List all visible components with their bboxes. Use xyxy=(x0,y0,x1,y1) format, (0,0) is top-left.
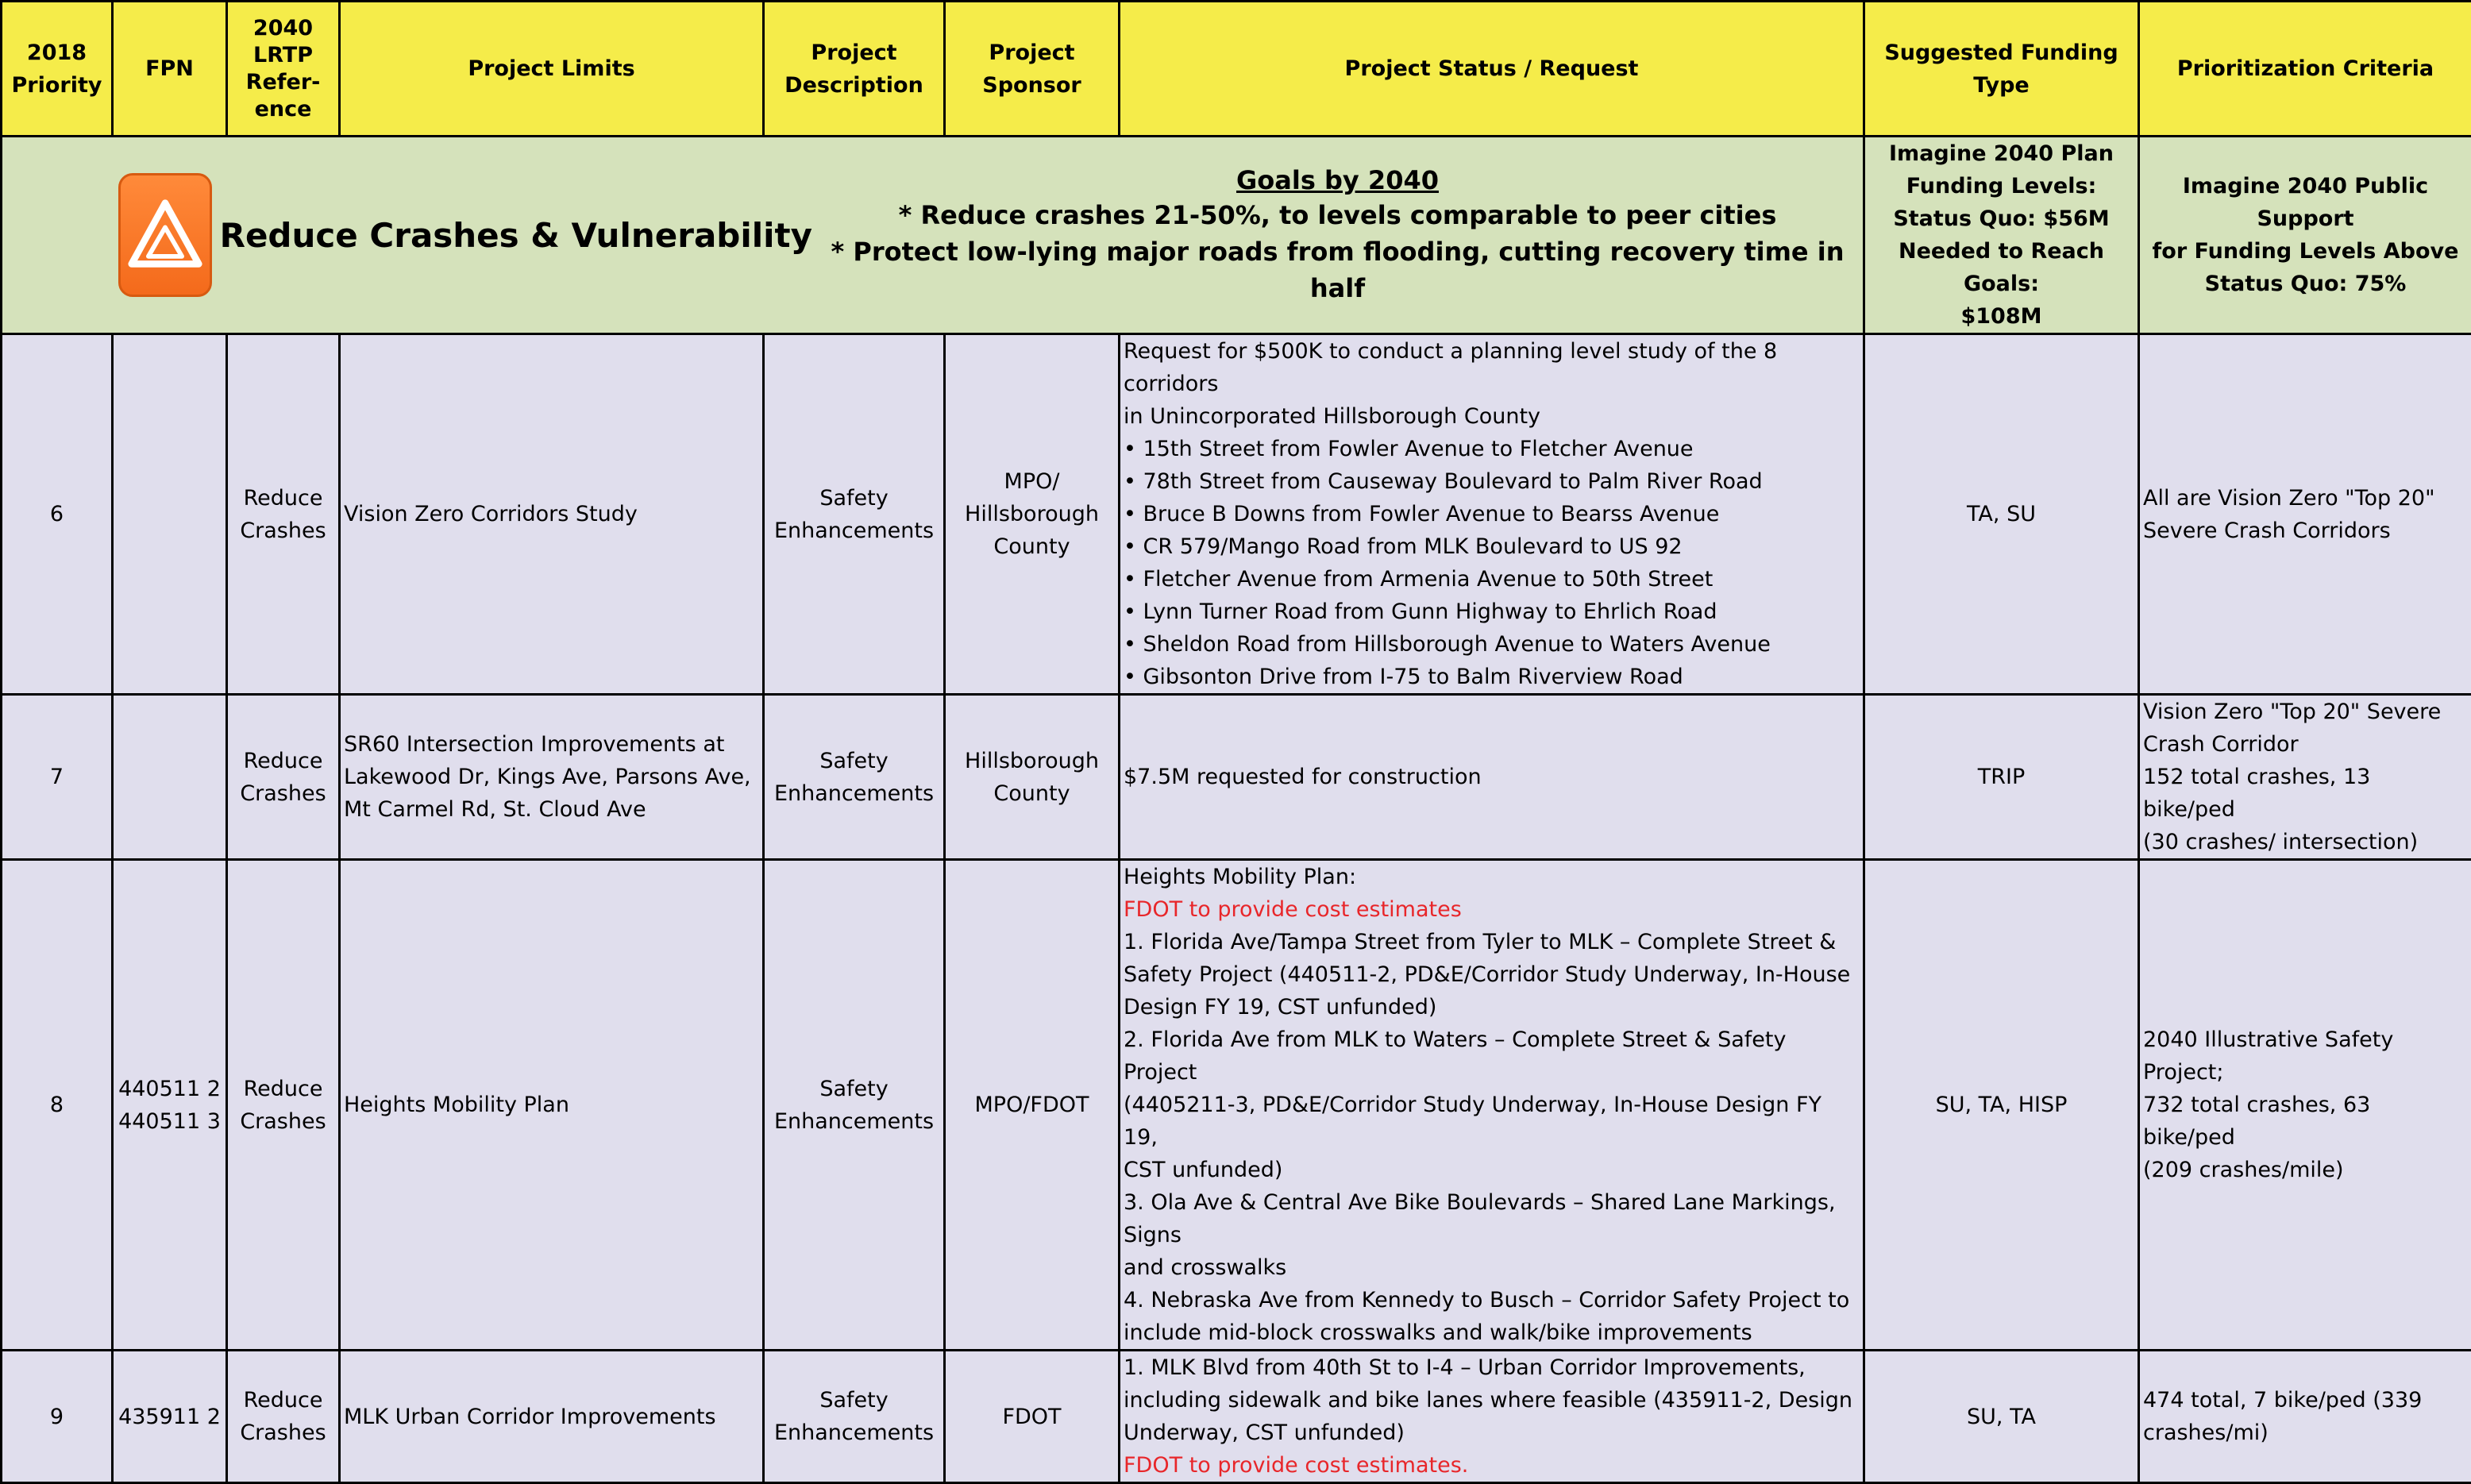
header-criteria: Prioritization Criteria xyxy=(2139,2,2471,137)
goal-support-line: for Funding Levels Above xyxy=(2143,235,2468,268)
limits-cell: SR60 Intersection Improvements at Lakewood Dr, Kings Ave, Parsons Ave, Mt Carmel Rd, St. Cloud Ave xyxy=(340,695,764,860)
sponsor-cell: Hillsborough County xyxy=(945,695,1120,860)
status-cell: $7.5M requested for construction xyxy=(1120,695,1864,860)
goal-funding-line: $108M xyxy=(1868,300,2134,333)
sponsor-cell: FDOT xyxy=(945,1351,1120,1483)
status-cell: Request for $500K to conduct a planning level study of the 8 corridors in Unincorporated Hillsborough County • 15th Street from Fowler Avenue to Fletcher Avenue • 78th Street from Causeway Boulevard to Palm River Road • Bruce B Downs from Fowler Avenue to Bearss Avenue • CR 579/Mango Road from MLK Boulevard to US 92 • Fletcher Avenue from Armenia Avenue to 50th Street • Lynn Turner Road from Gunn Highway to Ehrlich Road • Sheldon Road from Hillsborough Avenue to Waters Avenue • Gibsonton Drive from I-75 to Balm Riverview Road xyxy=(1120,334,1864,695)
goal-funding-levels xyxy=(1864,137,2139,334)
fpn-cell: 435911 2 xyxy=(113,1351,227,1483)
funding-cell: TA, SU xyxy=(1864,334,2139,695)
lrtp-cell: Reduce Crashes xyxy=(227,860,340,1351)
description-cell: Safety Enhancements xyxy=(764,695,945,860)
sponsor-cell: MPO/FDOT xyxy=(945,860,1120,1351)
goal-line-2: * Protect low-lying major roads from flooding, cutting recovery time in half xyxy=(812,233,1863,306)
header-limits: Project Limits xyxy=(340,2,764,137)
fpn-cell: 440511 2 440511 3 xyxy=(113,860,227,1351)
header-priority: 2018 Priority xyxy=(2,2,113,137)
description-cell: Safety Enhancements xyxy=(764,334,945,695)
status-note-red: FDOT to provide cost estimates. xyxy=(1124,1449,1860,1482)
goal-row xyxy=(2,137,2471,334)
table-row xyxy=(2,1351,2471,1483)
goal-heading: Reduce Crashes & Vulnerability xyxy=(220,219,812,252)
status-intro: Heights Mobility Plan: xyxy=(1124,861,1860,893)
lrtp-cell: Reduce Crashes xyxy=(227,695,340,860)
goal-funding-line: Funding Levels: xyxy=(1868,170,2134,202)
limits-cell: MLK Urban Corridor Improvements xyxy=(340,1351,764,1483)
description-cell: Safety Enhancements xyxy=(764,1351,945,1483)
criteria-cell: All are Vision Zero "Top 20" Severe Crash Corridors xyxy=(2139,334,2471,695)
goal-support-line: Imagine 2040 Public Support xyxy=(2143,170,2468,235)
lrtp-cell: Reduce Crashes xyxy=(227,1351,340,1483)
priority-cell: 8 xyxy=(2,860,113,1351)
goal-public-support xyxy=(2139,137,2471,334)
table-row xyxy=(2,860,2471,1351)
funding-cell: SU, TA, HISP xyxy=(1864,860,2139,1351)
criteria-cell: Vision Zero "Top 20" Severe Crash Corridor 152 total crashes, 13 bike/ped (30 crashes/ intersection) xyxy=(2139,695,2471,860)
funding-cell: SU, TA xyxy=(1864,1351,2139,1483)
criteria-cell: 2040 Illustrative Safety Project; 732 total crashes, 63 bike/ped (209 crashes/mile) xyxy=(2139,860,2471,1351)
status-note-red: FDOT to provide cost estimates xyxy=(1124,893,1860,926)
criteria-cell: 474 total, 7 bike/ped (339 crashes/mi) xyxy=(2139,1351,2471,1483)
table-row xyxy=(2,695,2471,860)
goal-funding-line: Needed to Reach Goals: xyxy=(1868,235,2134,300)
priority-cell: 9 xyxy=(2,1351,113,1483)
goal-funding-line: Status Quo: $56M xyxy=(1868,202,2134,235)
goal-funding-line: Imagine 2040 Plan xyxy=(1868,137,2134,170)
priority-cell: 7 xyxy=(2,695,113,860)
header-description: Project Description xyxy=(764,2,945,137)
goal-line-1: * Reduce crashes 21-50%, to levels comparable to peer cities xyxy=(812,197,1863,233)
priority-cell: 6 xyxy=(2,334,113,695)
header-lrtp: 2040 LRTP Refer-ence xyxy=(227,2,340,137)
limits-cell: Vision Zero Corridors Study xyxy=(340,334,764,695)
status-last-line: Underway, CST unfunded) xyxy=(1124,1417,1860,1449)
table-row xyxy=(2,334,2471,695)
header-row xyxy=(2,2,2471,137)
goal-support-line: Status Quo: 75% xyxy=(2143,268,2468,300)
sponsor-cell: MPO/ Hillsborough County xyxy=(945,334,1120,695)
description-cell: Safety Enhancements xyxy=(764,860,945,1351)
fpn-cell xyxy=(113,334,227,695)
header-sponsor: Project Sponsor xyxy=(945,2,1120,137)
header-status: Project Status / Request xyxy=(1120,2,1864,137)
header-funding: Suggested Funding Type xyxy=(1864,2,2139,137)
status-cell: Heights Mobility Plan: FDOT to provide cost estimates 1. Florida Ave/Tampa Street from Tyler to MLK – Complete Street & Safety Project (440511-2, PD&E/Corridor Study Underway, In-House Design FY 19, CST unfunded) 2. Florida Ave from MLK to Waters – Complete Street & Safety Project (4405211-3, PD&E/Corridor Study Underway, In-House Design FY 19, CST unfunded) 3. Ola Ave & Central Ave Bike Boulevards – Shared Lane Markings, Signs and crosswalks 4. Nebraska Ave from Kennedy to Busch – Corridor Safety Project to include mid-block crosswalks and walk/bike improvements xyxy=(1120,860,1864,1351)
lrtp-cell: Reduce Crashes xyxy=(227,334,340,695)
goal-banner xyxy=(2,137,1864,334)
funding-cell: TRIP xyxy=(1864,695,2139,860)
status-cell: 1. MLK Blvd from 40th St to I-4 – Urban Corridor Improvements, including sidewalk and bike lanes where feasible (435911-2, Design Underway, CST unfunded) FDOT to provide cost estimates. xyxy=(1120,1351,1864,1483)
goal-title: Goals by 2040 xyxy=(812,164,1863,197)
header-fpn: FPN xyxy=(113,2,227,137)
limits-cell: Heights Mobility Plan xyxy=(340,860,764,1351)
fpn-cell xyxy=(113,695,227,860)
warning-triangle-icon xyxy=(118,173,212,297)
